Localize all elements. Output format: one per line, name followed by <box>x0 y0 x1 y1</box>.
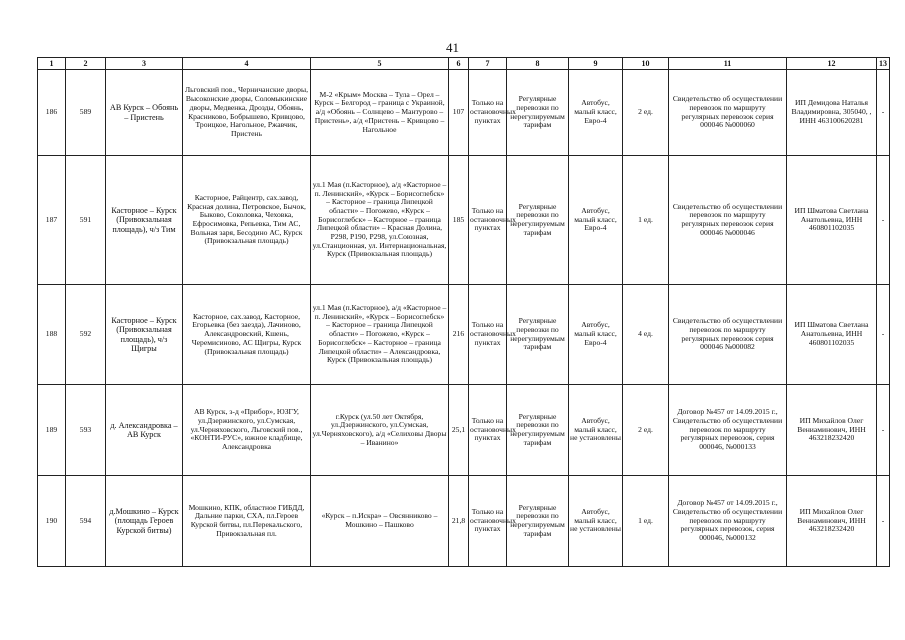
table-row <box>38 285 890 385</box>
row-number: 186 <box>38 70 66 156</box>
vehicle-count: 1 ед. <box>623 476 669 567</box>
note: - <box>877 476 890 567</box>
table-row <box>38 385 890 476</box>
route-name: д. Александровка – АВ Курск <box>106 385 183 476</box>
vehicle-count: 4 ед. <box>623 285 669 385</box>
carrier-info: ИП Шматова Светлана Анатольевна, ИНН 460801102035 <box>787 156 877 285</box>
row-number: 190 <box>38 476 66 567</box>
header-cell: 13 <box>877 58 890 70</box>
note: - <box>877 70 890 156</box>
transport-type: Регулярные перевозки по нерегулируемым тарифам <box>507 385 569 476</box>
row-number: 188 <box>38 285 66 385</box>
route-length: 21,8 <box>449 476 469 567</box>
vehicle-count: 2 ед. <box>623 70 669 156</box>
route-streets: г.Курск (ул.50 лет Октября, ул.Дзержинского, ул.Сумская, ул.Черняховского), а/д «Селиховы Дворы – Иванино» <box>311 385 449 476</box>
route-streets: ул.1 Мая (п.Касторное), а/д «Касторное – п. Ленинский», «Курск – Борисоглебск» – Касторное – граница Липецкой области» – Погожево, «Курск – Борисоглебск» – Касторное – граница Липецкой области» – Красная Долина, Р298, Р190, Р298, ул.Союзная, ул.Станционная, ул. Интернациональная, Курск (Привокзальная площадь) <box>311 156 449 285</box>
route-number: 591 <box>66 156 106 285</box>
route-stops: Касторное, Райцентр, сах.завод, Красная долина, Петровское, Бычок, Быково, Соколовка, Чеховка, Ефросимовка, Репьевка, Тим АС, Вольная заря, Бесодино АС, Курск (Привокзальная площадь) <box>183 156 311 285</box>
permit-document: Свидетельство об осуществлении перевозок по маршруту регулярных перевозок серия 000046 №000082 <box>669 285 787 385</box>
stops-order: Только на остановочных пунктах <box>469 156 507 285</box>
transport-type: Регулярные перевозки по нерегулируемым тарифам <box>507 70 569 156</box>
header-cell: 7 <box>469 58 507 70</box>
stops-order: Только на остановочных пунктах <box>469 70 507 156</box>
route-stops: Касторное, сах.завод, Касторное, Егорьевка (без заезда), Лачиново, Александровский, Кшень, Черемисиново, АС Щигры, Курск (Привокзальная площадь) <box>183 285 311 385</box>
permit-document: Свидетельство об осуществлении перевозок по маршруту регулярных перевозок серия 000046 №000046 <box>669 156 787 285</box>
route-streets: ул.1 Мая (п.Касторное), а/д «Касторное – п. Ленинский», «Курск – Борисоглебск» – Касторное – граница Липецкой области» – Погожево, «Курск – Борисоглебск» – Касторное – граница Липецкой области» – Александровка, Курск (Привокзальная площадь) <box>311 285 449 385</box>
table-row <box>38 156 890 285</box>
route-streets: «Курск – п.Искра» – Овсянниково – Мошкино – Пашково <box>311 476 449 567</box>
vehicle-count: 2 ед. <box>623 385 669 476</box>
row-number: 189 <box>38 385 66 476</box>
stops-order: Только на остановочных пунктах <box>469 385 507 476</box>
permit-document: Договор №457 от 14.09.2015 г., Свидетельство об осуществлении перевозок по маршруту регулярных перевозок, серия 000046, №000133 <box>669 385 787 476</box>
carrier-info: ИП Михайлов Олег Вениаминович, ИНН 463218232420 <box>787 385 877 476</box>
route-stops: Мошкино, КПК, областное ГИБДД, Дальние парки, СХА, пл.Героев Курской битвы, пл.Перекальского, Привокзальная пл. <box>183 476 311 567</box>
route-streets: М-2 «Крым» Москва – Тула – Орел – Курск – Белгород – граница с Украиной, а/д «Обоянь – Солнцево – Мантурово – Пристень», а/д «Пристень – Кривцово – Нагольное <box>311 70 449 156</box>
routes-table <box>37 57 890 567</box>
header-cell: 12 <box>787 58 877 70</box>
header-row <box>38 58 890 70</box>
header-cell: 11 <box>669 58 787 70</box>
route-length: 185 <box>449 156 469 285</box>
vehicle-info: Автобус, малый класс, Евро-4 <box>569 156 623 285</box>
route-number: 593 <box>66 385 106 476</box>
header-cell: 2 <box>66 58 106 70</box>
note: - <box>877 156 890 285</box>
header-cell: 5 <box>311 58 449 70</box>
page-number: 41 <box>446 40 459 55</box>
route-length: 216 <box>449 285 469 385</box>
vehicle-info: Автобус, малый класс, не установлены <box>569 385 623 476</box>
vehicle-info: Автобус, малый класс, Евро-4 <box>569 285 623 385</box>
transport-type: Регулярные перевозки по нерегулируемым тарифам <box>507 476 569 567</box>
permit-document: Свидетельство об осуществлении перевозок по маршруту регулярных перевозок серия 000046 №000060 <box>669 70 787 156</box>
vehicle-count: 1 ед. <box>623 156 669 285</box>
route-name: Касторное – Курск (Привокзальная площадь), ч/з Тим <box>106 156 183 285</box>
table-row <box>38 476 890 567</box>
header-cell: 3 <box>106 58 183 70</box>
header-cell: 4 <box>183 58 311 70</box>
header-cell: 6 <box>449 58 469 70</box>
header-cell: 8 <box>507 58 569 70</box>
carrier-info: ИП Михайлов Олег Вениаминович, ИНН 463218232420 <box>787 476 877 567</box>
table-row <box>38 70 890 156</box>
route-number: 589 <box>66 70 106 156</box>
carrier-info: ИП Шматова Светлана Анатольевна, ИНН 460801102035 <box>787 285 877 385</box>
row-number: 187 <box>38 156 66 285</box>
route-length: 107 <box>449 70 469 156</box>
route-number: 594 <box>66 476 106 567</box>
carrier-info: ИП Демидова Наталья Владимировна, 305040, , ИНН 463100620281 <box>787 70 877 156</box>
route-number: 592 <box>66 285 106 385</box>
transport-type: Регулярные перевозки по нерегулируемым тарифам <box>507 156 569 285</box>
vehicle-info: Автобус, малый класс, Евро-4 <box>569 70 623 156</box>
header-cell: 9 <box>569 58 623 70</box>
permit-document: Договор №457 от 14.09.2015 г., Свидетельство об осуществлении перевозок по маршруту регулярных перевозок, серия 000046, №000132 <box>669 476 787 567</box>
route-name: д.Мошкино – Курск (площадь Героев Курской битвы) <box>106 476 183 567</box>
vehicle-info: Автобус, малый класс, не установлены <box>569 476 623 567</box>
route-stops: АВ Курск, з-д «Прибор», ЮЗГУ, ул.Дзержинского, ул.Сумская, ул.Черняховского, Льговский пов., «КОНТИ-РУС», южное кладбище, Александровка <box>183 385 311 476</box>
route-name: АВ Курск – Обоянь – Пристень <box>106 70 183 156</box>
route-length: 25,1 <box>449 385 469 476</box>
header-cell: 10 <box>623 58 669 70</box>
route-name: Касторное – Курск (Привокзальная площадь), ч/з Щигры <box>106 285 183 385</box>
note: - <box>877 285 890 385</box>
stops-order: Только на остановочных пунктах <box>469 476 507 567</box>
header-cell: 1 <box>38 58 66 70</box>
stops-order: Только на остановочных пунктах <box>469 285 507 385</box>
transport-type: Регулярные перевозки по нерегулируемым тарифам <box>507 285 569 385</box>
route-stops: Льговский пов., Черничанские дворы, Высоконские дворы, Соломыкинские дворы, Медвенка, Дрозды, Обоянь, Красниково, Бобрышево, Кривцово, Троицкое, Нагольное, Ржавчик, Пристень <box>183 70 311 156</box>
note: - <box>877 385 890 476</box>
